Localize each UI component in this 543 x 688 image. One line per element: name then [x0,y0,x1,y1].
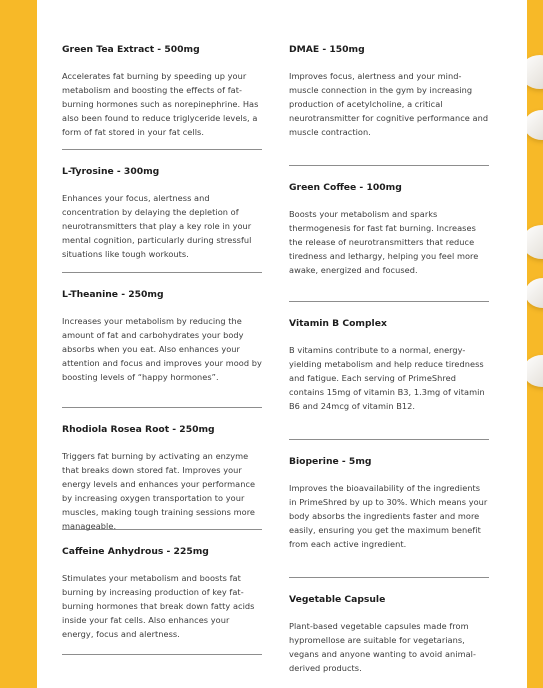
ingredient-item [289,302,489,440]
ingredient-title: Bioperine - 5mg [289,456,372,467]
ingredient-item [62,408,262,530]
ingredient-description: Stimulates your metabolism and boosts fat burning by increasing production of key fat-burning hormones that break down fatty acids inside your fat cells. Also enhances your energy, focus and alertness. [62,573,255,640]
ingredient-title: Green Tea Extract - 500mg [62,44,200,55]
ingredient-title: Caffeine Anhydrous - 225mg [62,546,209,557]
ingredient-description: B vitamins contribute to a normal, energy-yielding metabolism and help reduce tiredness and fatigue. Each serving of PrimeShred contains 15mg of vitamin B3, 1.3mg of vitamin B6 and 24mcg of vitamin B12. [289,345,485,412]
ingredient-description: Accelerates fat burning by speeding up your metabolism and boosting the effects of fat-burning hormones such as norepinephrine. Has also been found to reduce triglyceride levels, a form of fat stored in your fat cells. [62,71,259,138]
capsule-image [525,278,543,308]
ingredient-item [289,0,489,166]
ingredient-item [62,655,262,688]
ingredient-item [289,166,489,302]
ingredient-title: Vegetable Capsule [289,594,386,605]
ingredient-title: Green Coffee - 100mg [289,182,402,193]
ingredient-item [62,530,262,655]
ingredient-item [289,578,489,684]
ingredient-description: Improves focus, alertness and your mind-muscle connection in the gym by increasing production of acetylcholine, a critical neurotransmitter for cognitive performance and muscle contraction. [289,71,489,138]
ingredient-item [289,440,489,578]
ingredient-title: L-Theanine - 250mg [62,289,164,300]
ingredients-column-right [289,0,489,684]
ingredient-item [62,0,262,150]
ingredient-item [62,273,262,408]
ingredient-description: Plant-based vegetable capsules made from hypromellose are suitable for vegetarians, vegans and anyone wanting to avoid animal-derived products. [289,621,476,674]
ingredient-description: Enhances your focus, alertness and concentration by delaying the depletion of neurotransmitters that play a key role in your mental cognition, particularly during stressful situations like tough workouts. [62,193,252,260]
ingredient-title: DMAE - 150mg [289,44,365,55]
ingredient-description: Increases your metabolism by reducing the amount of fat and carbohydrates your body absorbs when you eat. Also enhances your attention and focus and improves your mood by boosting levels of “happy hormones”. [62,316,262,383]
ingredient-title: Rhodiola Rosea Root - 250mg [62,424,215,435]
ingredient-item [62,150,262,273]
ingredient-title: Vitamin B Complex [289,318,387,329]
ingredient-description: Triggers fat burning by activating an enzyme that breaks down stored fat. Improves your energy levels and enhances your performance by increasing oxygen transportation to your muscles, making tough training sessions more manageable. [62,451,256,532]
ingredient-title: L-Tyrosine - 300mg [62,166,160,177]
ingredient-description: Improves the bioavailability of the ingredients in PrimeShred by up to 30%. Which means your body absorbs the ingredients faster and more easily, ensuring you get the maximum benefit from each active ingredient. [289,483,488,550]
ingredients-column-left [62,0,262,688]
ingredient-description: Boosts your metabolism and sparks thermogenesis for fast fat burning. Increases the release of neurotransmitters that reduce tiredness and lethargy, helping you feel more awake, energized and focused. [289,209,479,276]
ingredients-panel [37,0,527,688]
